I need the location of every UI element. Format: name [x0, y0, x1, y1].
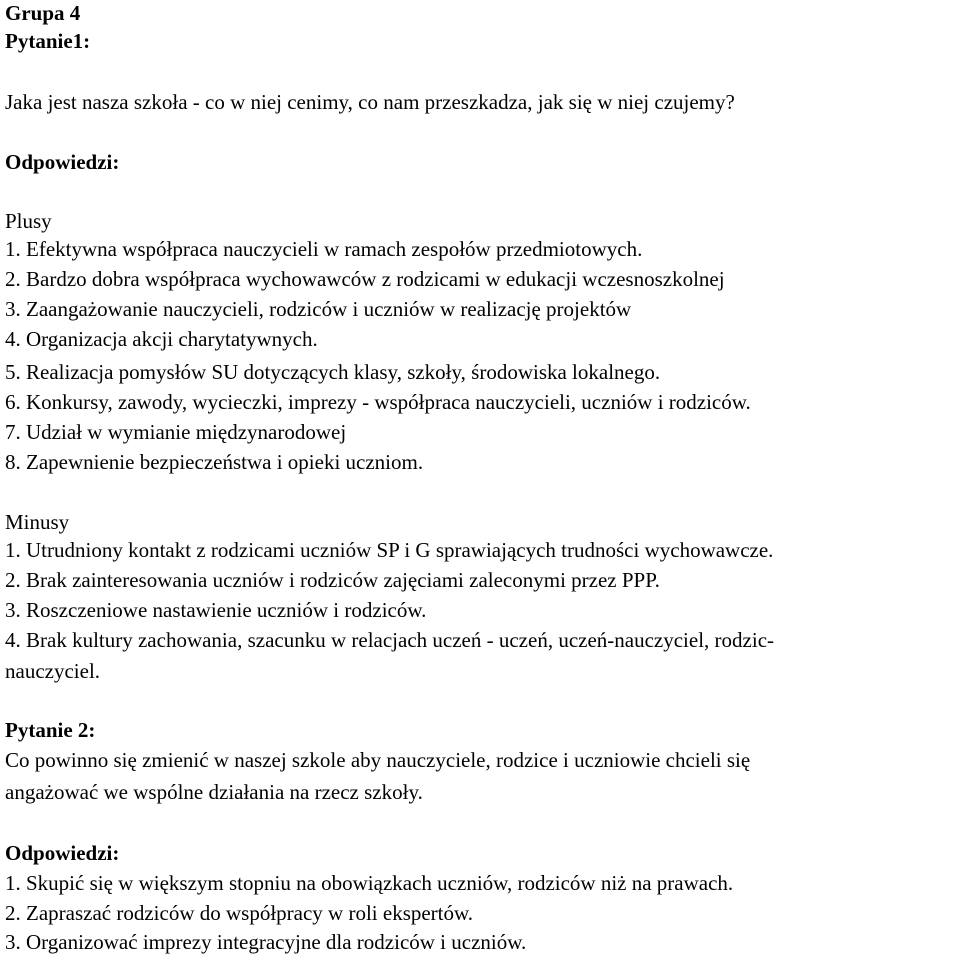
minusy-item: 1. Utrudniony kontakt z rodzicami uczniów SP i G sprawiających trudności wychowawcze.	[5, 538, 774, 562]
question2-text-line: Co powinno się zmienić w naszej szkole aby nauczyciele, rodzice i uczniowie chcieli się	[5, 748, 751, 772]
question2-item: 1. Skupić się w większym stopniu na obowiązkach uczniów, rodziców niż na prawach.	[5, 871, 734, 895]
plusy-item: 2. Bardzo dobra współpraca wychowawców z rodzicami w edukacji wczesnoszkolnej	[5, 267, 725, 291]
plusy-item: 6. Konkursy, zawody, wycieczki, imprezy - współpraca nauczycieli, uczniów i rodziców.	[5, 390, 751, 414]
question1-text: Jaka jest nasza szkoła - co w niej cenimy, co nam przeszkadza, jak się w niej czujemy?	[5, 90, 735, 114]
group-heading: Grupa 4	[5, 1, 81, 25]
question2-item: 3. Organizować imprezy integracyjne dla rodziców i uczniów.	[5, 930, 527, 954]
plusy-item: 5. Realizacja pomysłów SU dotyczących klasy, szkoły, środowiska lokalnego.	[5, 360, 661, 384]
question2-text-line: angażować we wspólne działania na rzecz szkoły.	[5, 780, 423, 804]
question1-label: Pytanie1:	[5, 29, 91, 53]
plusy-item: 3. Zaangażowanie nauczycieli, rodziców i uczniów w realizację projektów	[5, 297, 632, 321]
minusy-item: 4. Brak kultury zachowania, szacunku w relacjach uczeń - uczeń, uczeń-nauczyciel, rodzic-	[5, 628, 775, 652]
question2-item: 2. Zapraszać rodziców do współpracy w roli ekspertów.	[5, 901, 474, 925]
minusy-item: 3. Roszczeniowe nastawienie uczniów i rodziców.	[5, 598, 427, 622]
question1-answers-label: Odpowiedzi:	[5, 150, 120, 174]
plusy-item: 7. Udział w wymianie międzynarodowej	[5, 420, 347, 444]
minusy-item: 2. Brak zainteresowania uczniów i rodziców zajęciami zaleconymi przez PPP.	[5, 568, 660, 592]
plusy-item: 8. Zapewnienie bezpieczeństwa i opieki uczniom.	[5, 450, 424, 474]
minusy-label: Minusy	[5, 510, 70, 534]
plusy-item: 1. Efektywna współpraca nauczycieli w ramach zespołów przedmiotowych.	[5, 237, 643, 261]
question2-answers-label: Odpowiedzi:	[5, 841, 120, 865]
minusy-item-continuation: nauczyciel.	[5, 659, 101, 683]
question2-label: Pytanie 2:	[5, 718, 96, 742]
plusy-label: Plusy	[5, 209, 52, 233]
plusy-item: 4. Organizacja akcji charytatywnych.	[5, 327, 318, 351]
